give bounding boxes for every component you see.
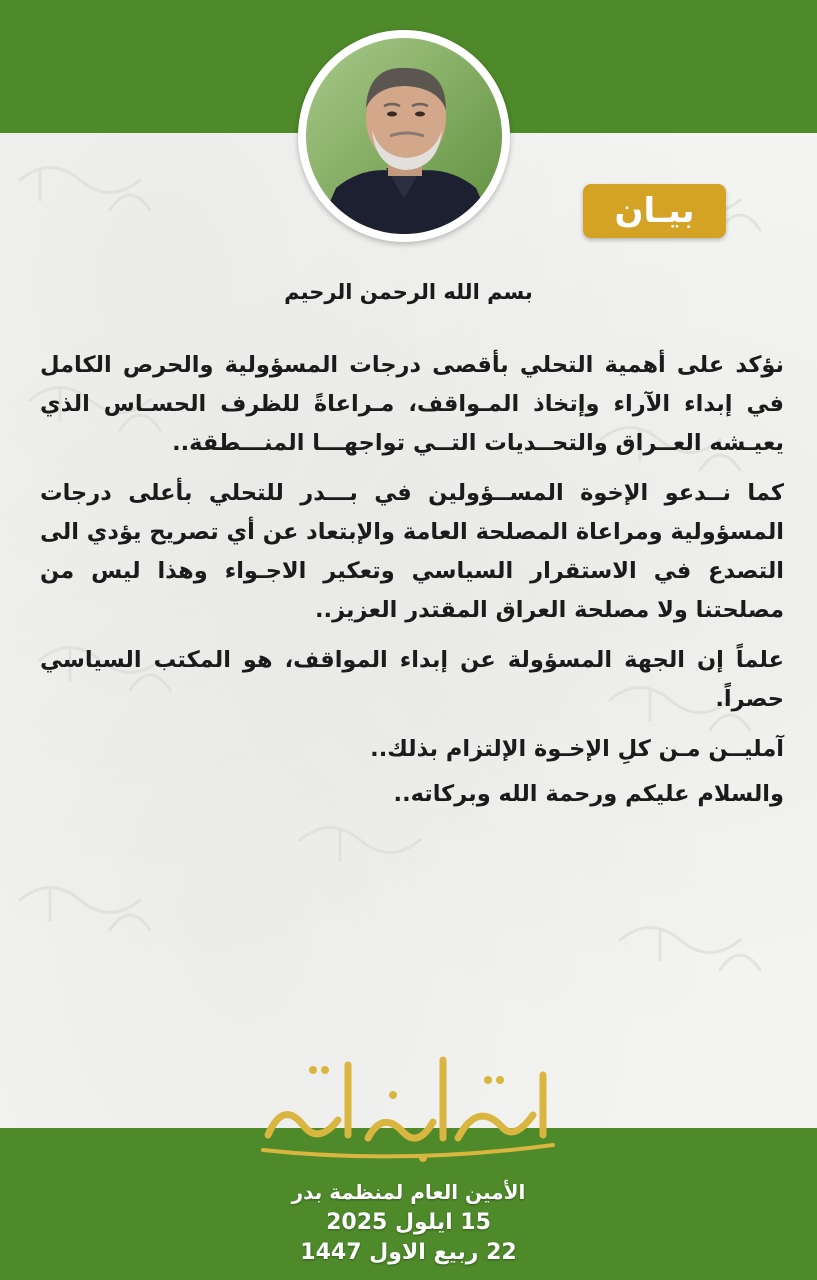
signature-calligraphy-logo <box>243 1040 573 1165</box>
footer-title: الأمين العام لمنظمة بدر <box>291 1180 526 1204</box>
paragraph-4: آمليــن مـن كلِ الإخـوة الإلتزام بذلك.. <box>370 736 784 762</box>
paragraph-1: نؤكد على أهمية التحلي بأقصى درجات المسؤولية والحرص الكامل في إبداء الآراء وإتخاذ المـواقف، مـراعاةً للظرف الحسـاس الذي يعيـشه العــراق والتحــديات التــي تواجهـــا المنـــطقة.. <box>40 352 784 456</box>
statement-badge <box>583 184 726 238</box>
footer-date-hijri: 22 ربيع الاول 1447 <box>300 1240 517 1265</box>
portrait-photo <box>298 30 510 242</box>
paragraph-3: علماً إن الجهة المسؤولة عن إبداء المواقف، هو المكتب السياسي حصراً. <box>40 647 784 712</box>
badge-label: بيـان <box>614 191 695 231</box>
footer-date-gregorian: 15 ايلول 2025 <box>326 1210 491 1235</box>
basmala: بسم الله الرحمن الرحيم <box>284 280 533 304</box>
portrait-illustration <box>306 38 502 234</box>
statement-body <box>40 346 784 820</box>
paragraph-5: والسلام عليكم ورحمة الله وبركاته.. <box>393 781 784 807</box>
paragraph-2: كما نــدعو الإخوة المســؤولين في بـــدر للتحلي بأعلى درجات المسؤولية ومراعاة المصلحة العامة والإبتعاد عن أي تصريح يؤدي الى التصدع في الاستقرار السياسي وتعكير الاجـواء وهذا ليس من مصلحتنا ولا مصلحة العراق المقتدر العزيز.. <box>40 480 784 623</box>
